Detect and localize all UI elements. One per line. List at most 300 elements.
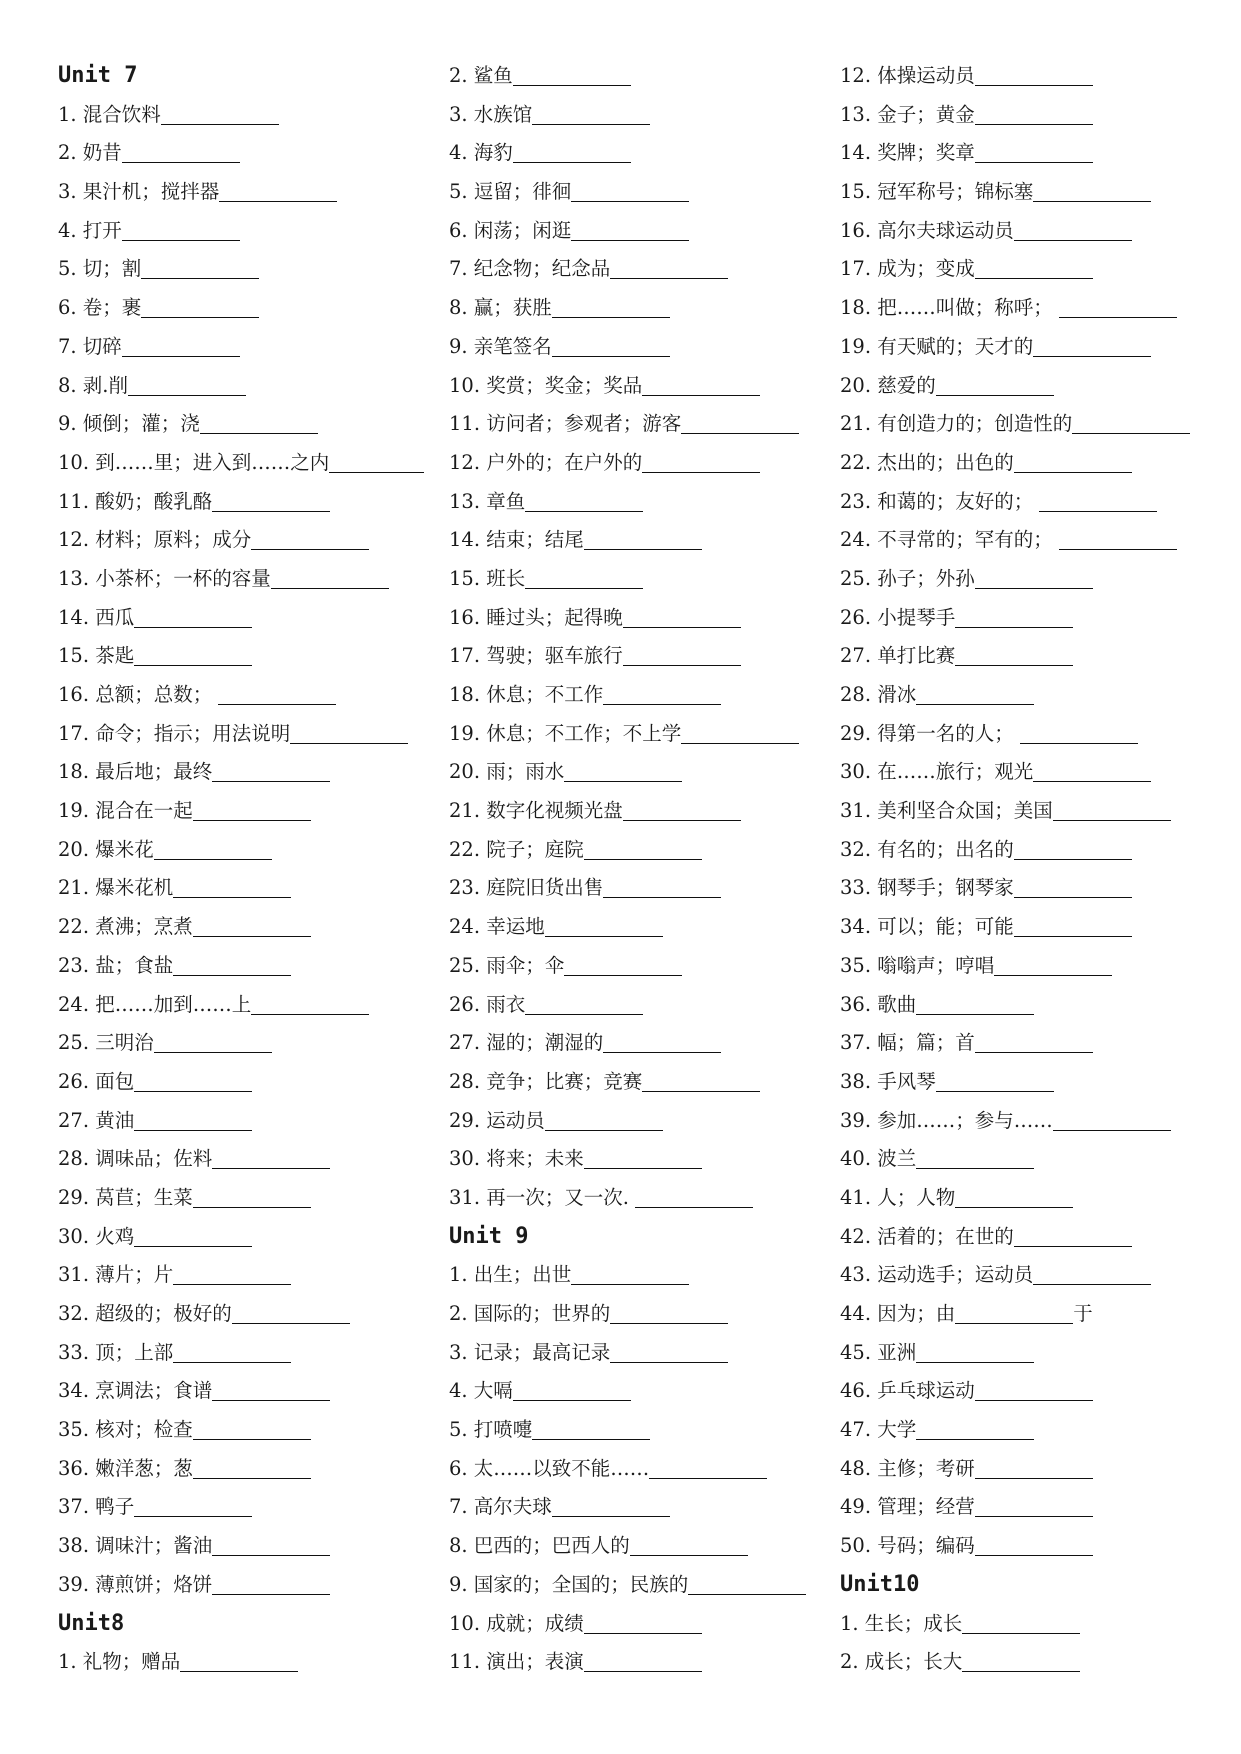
answer-blank[interactable] (232, 1322, 350, 1324)
vocab-item (58, 1140, 458, 1179)
vocab-prompt: 49. 管理；经营 (840, 1495, 975, 1519)
answer-blank[interactable] (122, 355, 240, 357)
answer-blank[interactable] (180, 1670, 298, 1672)
answer-blank[interactable] (936, 394, 1054, 396)
vocab-item (449, 96, 849, 135)
answer-blank[interactable] (916, 1013, 1034, 1015)
vocab-item (840, 212, 1240, 251)
vocab-prompt: 32. 有名的；出名的 (840, 837, 1014, 861)
answer-blank[interactable] (571, 200, 689, 202)
answer-blank[interactable] (623, 626, 741, 628)
vocab-prompt: 22. 杰出的；出色的 (840, 450, 1014, 474)
answer-blank[interactable] (525, 510, 643, 512)
answer-blank[interactable] (955, 1206, 1073, 1208)
unit-heading (449, 1218, 849, 1257)
vocab-prompt: 29. 得第一名的人； (840, 721, 1020, 745)
vocab-item (840, 599, 1240, 638)
answer-blank[interactable] (1020, 742, 1138, 744)
vocab-item (449, 173, 849, 212)
vocab-prompt: 29. 运动员 (449, 1108, 545, 1132)
answer-blank[interactable] (642, 1090, 760, 1092)
answer-blank[interactable] (1033, 355, 1151, 357)
vocab-prompt: 30. 火鸡 (58, 1224, 135, 1248)
vocab-prompt: 28. 滑冰 (840, 683, 917, 706)
answer-blank[interactable] (584, 1670, 702, 1672)
vocab-prompt: 28. 调味品；佐料 (58, 1147, 213, 1171)
vocab-prompt: 23. 和蔼的；友好的； (840, 489, 1040, 513)
vocab-item (449, 367, 849, 406)
vocab-prompt: 4. 大嗝 (449, 1379, 513, 1403)
answer-blank[interactable] (584, 1632, 702, 1634)
vocab-item (58, 715, 458, 754)
vocab-item (58, 676, 458, 715)
answer-blank[interactable] (916, 1361, 1034, 1363)
answer-blank[interactable] (552, 355, 670, 357)
vocab-prompt: 27. 单打比赛 (840, 644, 956, 668)
vocab-prompt: 15. 冠军称号；锦标塞 (840, 180, 1034, 204)
answer-blank[interactable] (200, 432, 318, 434)
answer-blank[interactable] (1039, 510, 1157, 512)
vocab-prompt: 20. 慈爱的 (840, 373, 936, 397)
vocab-item (840, 792, 1240, 831)
answer-blank[interactable] (975, 587, 1093, 589)
answer-blank[interactable] (193, 1477, 311, 1479)
vocab-item (58, 986, 458, 1025)
vocab-item (449, 1102, 849, 1141)
vocab-item (840, 831, 1240, 870)
vocab-item (449, 1411, 849, 1450)
answer-blank[interactable] (635, 1206, 753, 1208)
answer-blank[interactable] (1033, 780, 1151, 782)
answer-blank[interactable] (962, 1670, 1080, 1672)
answer-blank[interactable] (513, 1399, 631, 1401)
answer-blank[interactable] (154, 1051, 272, 1053)
answer-blank[interactable] (610, 1322, 728, 1324)
vocab-prompt: 20. 爆米花 (58, 837, 154, 861)
vocab-prompt: 11. 演出；表演 (449, 1650, 584, 1674)
vocab-prompt: 26. 小提琴手 (840, 605, 956, 629)
vocab-prompt: 16. 总额；总数； (58, 683, 219, 706)
vocab-prompt: 6. 闲荡；闲逛 (449, 218, 572, 242)
vocab-item (449, 1063, 849, 1102)
vocab-prompt: 15. 茶匙 (58, 644, 135, 668)
vocab-prompt: 24. 幸运地 (449, 915, 545, 939)
answer-blank[interactable] (916, 703, 1034, 705)
vocab-item (449, 1527, 849, 1566)
vocab-item (840, 1527, 1240, 1566)
vocab-prompt: 8. 剥.削 (58, 373, 129, 397)
answer-blank[interactable] (513, 84, 631, 86)
vocab-item (449, 676, 849, 715)
vocab-item (449, 521, 849, 560)
vocab-prompt: 50. 号码；编码 (840, 1534, 975, 1558)
answer-blank[interactable] (1014, 858, 1132, 860)
vocab-item (58, 521, 458, 560)
answer-blank[interactable] (584, 1167, 702, 1169)
answer-blank[interactable] (975, 161, 1093, 163)
vocab-item (449, 599, 849, 638)
answer-blank[interactable] (128, 394, 246, 396)
vocab-item (58, 212, 458, 251)
answer-blank[interactable] (975, 1515, 1093, 1517)
vocab-item (58, 1024, 458, 1063)
answer-blank[interactable] (955, 626, 1073, 628)
answer-blank[interactable] (193, 1206, 311, 1208)
answer-blank[interactable] (975, 1554, 1093, 1556)
vocab-prompt: 16. 睡过头；起得晚 (449, 605, 623, 629)
vocab-item (840, 1488, 1240, 1527)
answer-blank[interactable] (916, 1167, 1034, 1169)
vocab-item (449, 1643, 849, 1682)
vocab-item (840, 289, 1240, 328)
answer-blank[interactable] (134, 1129, 252, 1131)
answer-blank[interactable] (513, 161, 631, 163)
vocab-item (840, 1411, 1240, 1450)
answer-blank[interactable] (916, 1438, 1034, 1440)
vocab-prompt: 31. 薄片；片 (58, 1263, 174, 1287)
vocab-prompt: 14. 结束；结尾 (449, 528, 584, 552)
answer-blank[interactable] (1072, 432, 1190, 434)
vocab-item (58, 405, 458, 444)
vocab-prompt: 6. 卷；裹 (58, 296, 142, 320)
vocab-prompt: 10. 到……里；进入到……之内 (58, 450, 330, 474)
unit-heading-text: Unit10 (840, 1571, 920, 1597)
vocab-item (840, 676, 1240, 715)
vocab-prompt: 5. 打喷嚏 (449, 1418, 533, 1442)
vocab-prompt: 3. 记录；最高记录 (449, 1340, 611, 1364)
answer-blank[interactable] (603, 703, 721, 705)
answer-blank[interactable] (994, 974, 1112, 976)
vocab-prompt: 13. 金子；黄金 (840, 102, 975, 126)
vocab-item (58, 753, 458, 792)
answer-blank[interactable] (290, 742, 408, 744)
vocab-prompt: 41. 人；人物 (840, 1185, 956, 1209)
vocab-prompt: 6. 太……以致不能…… (449, 1456, 650, 1480)
vocab-item (58, 250, 458, 289)
vocab-item (840, 560, 1240, 599)
answer-blank[interactable] (212, 780, 330, 782)
answer-blank[interactable] (955, 664, 1073, 666)
answer-blank[interactable] (212, 1399, 330, 1401)
vocab-prompt: 27. 湿的；潮湿的 (449, 1031, 604, 1055)
answer-blank[interactable] (134, 1245, 252, 1247)
answer-blank[interactable] (173, 1283, 291, 1285)
vocab-item (58, 637, 458, 676)
answer-blank[interactable] (603, 896, 721, 898)
vocab-prompt: 33. 顶；上部 (58, 1340, 174, 1364)
vocab-prompt: 7. 切碎 (58, 334, 122, 358)
vocab-item (449, 57, 849, 96)
vocab-prompt: 1. 生长；成长 (840, 1611, 963, 1635)
vocab-item (840, 1024, 1240, 1063)
vocab-prompt: 1. 礼物；赠品 (58, 1650, 181, 1674)
vocab-prompt: 24. 把……加到……上 (58, 992, 252, 1016)
vocab-item (449, 1334, 849, 1373)
vocab-item (449, 134, 849, 173)
vocab-item (449, 753, 849, 792)
answer-blank[interactable] (1033, 200, 1151, 202)
vocab-prompt: 26. 面包 (58, 1069, 135, 1093)
answer-blank[interactable] (173, 896, 291, 898)
vocab-prompt: 19. 有天赋的；天才的 (840, 334, 1034, 358)
answer-blank[interactable] (122, 161, 240, 163)
answer-blank[interactable] (525, 1013, 643, 1015)
vocab-prompt: 8. 巴西的；巴西人的 (449, 1534, 630, 1558)
answer-blank[interactable] (141, 277, 259, 279)
vocab-item (840, 1179, 1240, 1218)
vocab-prompt: 21. 数字化视频光盘 (449, 799, 623, 823)
vocab-prompt: 28. 竞争；比赛；竞赛 (449, 1069, 643, 1093)
answer-blank[interactable] (173, 1361, 291, 1363)
vocab-prompt: 16. 高尔夫球运动员 (840, 218, 1014, 242)
vocab-item (58, 1218, 458, 1257)
answer-blank[interactable] (975, 277, 1093, 279)
vocab-prompt: 10. 成就；成绩 (449, 1611, 584, 1635)
vocab-item (840, 1140, 1240, 1179)
vocab-item (840, 869, 1240, 908)
answer-blank[interactable] (571, 239, 689, 241)
answer-blank[interactable] (532, 123, 650, 125)
vocab-item (449, 831, 849, 870)
answer-blank[interactable] (134, 1090, 252, 1092)
answer-blank[interactable] (975, 84, 1093, 86)
answer-blank[interactable] (571, 1283, 689, 1285)
vocab-prompt: 33. 钢琴手；钢琴家 (840, 876, 1014, 900)
answer-blank[interactable] (212, 510, 330, 512)
vocab-item (840, 715, 1240, 754)
column-middle (449, 57, 849, 1682)
answer-blank[interactable] (1014, 1245, 1132, 1247)
answer-blank[interactable] (649, 1477, 767, 1479)
vocab-prompt: 40. 波兰 (840, 1147, 917, 1171)
answer-blank[interactable] (161, 123, 279, 125)
answer-blank[interactable] (251, 548, 369, 550)
vocab-item (449, 250, 849, 289)
vocab-prompt: 23. 庭院旧货出售 (449, 876, 604, 900)
answer-blank[interactable] (552, 1515, 670, 1517)
answer-blank[interactable] (610, 277, 728, 279)
vocab-item (58, 599, 458, 638)
vocab-item (58, 1450, 458, 1489)
answer-blank[interactable] (525, 587, 643, 589)
vocab-item (58, 560, 458, 599)
vocab-item (840, 57, 1240, 96)
answer-blank[interactable] (545, 1129, 663, 1131)
answer-blank[interactable] (1014, 896, 1132, 898)
vocab-prompt: 2. 奶昔 (58, 141, 122, 165)
vocab-item (840, 1643, 1240, 1682)
answer-blank[interactable] (962, 1632, 1080, 1634)
vocab-item (840, 96, 1240, 135)
unit-heading (58, 57, 458, 96)
answer-blank[interactable] (1059, 548, 1177, 550)
vocab-prompt: 39. 参加……；参与…… (840, 1108, 1053, 1132)
vocab-prompt: 44. 因为；由 (840, 1302, 956, 1325)
answer-blank[interactable] (1053, 819, 1171, 821)
column-right (840, 57, 1240, 1682)
answer-blank[interactable] (251, 1013, 369, 1015)
answer-blank[interactable] (603, 1051, 721, 1053)
vocab-prompt: 11. 酸奶；酸乳酪 (58, 489, 213, 513)
vocab-item (449, 289, 849, 328)
answer-blank[interactable] (1014, 471, 1132, 473)
vocab-prompt: 22. 煮沸；烹煮 (58, 915, 193, 939)
vocab-prompt: 37. 鸭子 (58, 1495, 135, 1519)
vocab-prompt: 21. 有创造力的；创造性的 (840, 412, 1073, 436)
vocab-item (58, 134, 458, 173)
vocab-item (840, 250, 1240, 289)
vocab-item (449, 1256, 849, 1295)
vocab-prompt: 4. 海豹 (449, 141, 513, 165)
vocab-item (58, 328, 458, 367)
vocab-item (840, 444, 1240, 483)
vocab-prompt: 36. 嫩洋葱；葱 (58, 1456, 193, 1480)
vocab-item (58, 1566, 458, 1605)
answer-blank[interactable] (193, 1438, 311, 1440)
answer-blank[interactable] (975, 1399, 1093, 1401)
vocab-prompt: 9. 倾倒；灌；浇 (58, 412, 200, 436)
vocab-prompt: 27. 黄油 (58, 1108, 135, 1132)
answer-blank[interactable] (193, 935, 311, 937)
vocab-prompt: 25. 孙子；外孙 (840, 566, 975, 590)
answer-blank[interactable] (154, 858, 272, 860)
vocab-prompt: 34. 烹调法；食谱 (58, 1379, 213, 1403)
answer-blank[interactable] (134, 664, 252, 666)
answer-blank[interactable] (630, 1554, 748, 1556)
vocab-item (449, 1605, 849, 1644)
answer-blank[interactable] (975, 1051, 1093, 1053)
answer-blank[interactable] (681, 742, 799, 744)
answer-blank[interactable] (545, 935, 663, 937)
vocab-prompt: 35. 嗡嗡声；哼唱 (840, 953, 995, 977)
vocab-item (58, 908, 458, 947)
unit-heading (840, 1566, 1240, 1605)
vocab-item (58, 444, 458, 483)
vocab-prompt: 3. 水族馆 (449, 102, 533, 126)
vocab-item (58, 869, 458, 908)
vocab-prompt: 38. 调味汁；酱油 (58, 1534, 213, 1558)
answer-blank[interactable] (173, 974, 291, 976)
vocab-item (449, 328, 849, 367)
vocab-item (449, 1024, 849, 1063)
vocab-item (840, 1334, 1240, 1373)
vocab-item (449, 1295, 849, 1334)
vocab-item (58, 289, 458, 328)
vocab-item (840, 328, 1240, 367)
vocab-prompt: 12. 材料；原料；成分 (58, 528, 252, 552)
vocab-prompt: 25. 雨伞；伞 (449, 953, 565, 977)
vocab-prompt: 7. 高尔夫球 (449, 1495, 552, 1519)
vocab-item (840, 521, 1240, 560)
answer-blank[interactable] (936, 1090, 1054, 1092)
vocab-prompt: 4. 打开 (58, 218, 122, 242)
vocab-item (840, 405, 1240, 444)
answer-blank[interactable] (623, 664, 741, 666)
answer-blank[interactable] (212, 1554, 330, 1556)
answer-blank[interactable] (193, 819, 311, 821)
answer-blank[interactable] (955, 1322, 1073, 1324)
answer-blank[interactable] (610, 1361, 728, 1363)
vocab-item (840, 173, 1240, 212)
answer-blank[interactable] (1059, 316, 1177, 318)
vocab-item (840, 1450, 1240, 1489)
answer-blank[interactable] (642, 471, 760, 473)
answer-blank[interactable] (218, 703, 336, 705)
answer-blank[interactable] (212, 1593, 330, 1595)
vocab-item (449, 1488, 849, 1527)
answer-blank[interactable] (212, 1167, 330, 1169)
answer-blank[interactable] (1014, 935, 1132, 937)
vocab-prompt: 14. 西瓜 (58, 605, 135, 629)
answer-blank[interactable] (134, 1515, 252, 1517)
answer-blank[interactable] (681, 432, 799, 434)
vocab-prompt: 26. 雨衣 (449, 992, 526, 1016)
vocab-item (58, 1256, 458, 1295)
answer-blank[interactable] (564, 974, 682, 976)
answer-blank[interactable] (219, 200, 337, 202)
answer-blank[interactable] (532, 1438, 650, 1440)
answer-blank[interactable] (564, 780, 682, 782)
vocab-prompt: 24. 不寻常的；罕有的； (840, 528, 1059, 552)
answer-blank[interactable] (1033, 1283, 1151, 1285)
vocab-item (840, 1605, 1240, 1644)
vocab-item (840, 1102, 1240, 1141)
vocab-item (840, 1063, 1240, 1102)
vocab-item (449, 483, 849, 522)
vocab-item (840, 908, 1240, 947)
vocab-item (58, 1411, 458, 1450)
vocab-item (58, 831, 458, 870)
vocab-prompt: 47. 大学 (840, 1418, 917, 1442)
vocab-prompt: 25. 三明治 (58, 1031, 154, 1055)
vocab-prompt: 17. 驾驶；驱车旅行 (449, 644, 623, 668)
vocab-item (58, 947, 458, 986)
vocab-prompt: 20. 雨；雨水 (449, 760, 565, 784)
answer-blank[interactable] (975, 1477, 1093, 1479)
answer-blank[interactable] (552, 316, 670, 318)
answer-blank[interactable] (584, 548, 702, 550)
answer-blank[interactable] (122, 239, 240, 241)
answer-blank[interactable] (623, 819, 741, 821)
answer-blank[interactable] (688, 1593, 806, 1595)
answer-blank[interactable] (1014, 239, 1132, 241)
answer-blank[interactable] (1053, 1129, 1171, 1131)
vocab-item (449, 637, 849, 676)
vocab-item (58, 367, 458, 406)
answer-blank[interactable] (134, 626, 252, 628)
vocab-item (840, 134, 1240, 173)
vocab-item (449, 1140, 849, 1179)
vocab-item (58, 96, 458, 135)
vocab-item (840, 1218, 1240, 1257)
answer-blank[interactable] (584, 858, 702, 860)
vocab-item (58, 1063, 458, 1102)
vocab-item (449, 1566, 849, 1605)
answer-blank[interactable] (642, 394, 760, 396)
answer-blank[interactable] (271, 587, 389, 589)
vocab-prompt: 32. 超级的；极好的 (58, 1302, 232, 1325)
vocab-prompt: 2. 国际的；世界的 (449, 1302, 611, 1325)
vocab-item (840, 367, 1240, 406)
vocab-prompt: 46. 乒乓球运动 (840, 1379, 975, 1403)
column-left (58, 57, 458, 1682)
vocab-item (58, 173, 458, 212)
answer-blank[interactable] (141, 316, 259, 318)
answer-blank[interactable] (329, 471, 424, 473)
vocab-item (449, 560, 849, 599)
vocab-prompt: 31. 再一次；又一次. (449, 1185, 636, 1209)
answer-blank[interactable] (975, 123, 1093, 125)
